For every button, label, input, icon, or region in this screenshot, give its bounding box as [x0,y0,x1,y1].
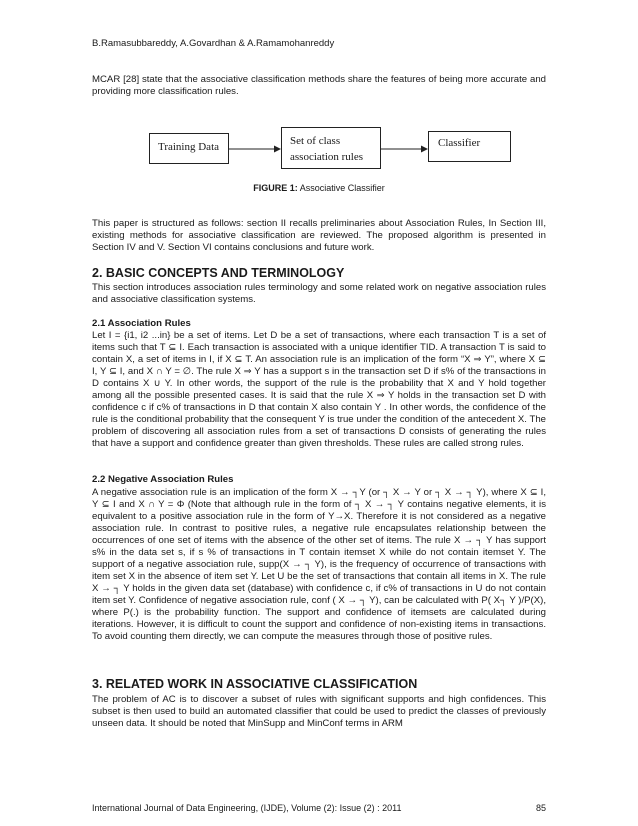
subsection-2-2-body: A negative association rule is an implication of the form X → ┐Y (or ┐ X → Y or ┐ X → ┐ Y), where X ⊆ I, Y ⊆ I and X ∩ Y = Φ (Note that although rule in the form of ┐ X → ┐ Y contains negative elements, it is equivalent to a positive association rule in the form of Y→X. Therefore it is not considered as a negative association rule. In contrast to positive rules, a negative rule encapsulates relationship between the occurrences of one set of items with the absence of the other set of items. The rule X → ┐ Y has support s% in the data set s, if s % of transactions in T contain itemset X while do not contain itemset Y. The support of a negative association rule, supp(X → ┐ Y), is the frequency of occurrence of transactions with item set X in the absence of item set Y. Let U be the set of transactions that contain all items in X. The rule X → ┐ Y holds in the given data set (database) with confidence c, if c% of transactions in U do not contain item set Y. Confidence of negative association rule, conf ( X → ┐ Y), can be calculated with P( X┐ Y )/P(X), where P(.) is the probability function. The support and confidence of itemsets are calculated during iterations. However, it is difficult to count the support and confidence of non-existing items in transactions. To avoid counting them directly, we can compute the measures through those of positive rules. [92,487,546,642]
rules-label-line1: Set of class [290,135,341,147]
page-footer [92,803,546,813]
training-data-box [149,133,229,164]
classifier-label: Classifier [438,137,481,149]
figure-caption [0,183,638,193]
structure-paragraph: This paper is structured as follows: section II recalls preliminaries about Association Rules, In Section III, existing methods for associative classification are reviewed. The proposed algorithm is presented in Section IV and V. Section VI contains conclusions and future work. [92,218,546,253]
intro-paragraph: MCAR [28] state that the associative classification methods share the features of being more accurate and providing more classification rules. [92,74,546,97]
arrowhead-2 [421,146,428,153]
footer-journal: International Journal of Data Engineering, (IJDE), Volume (2): Issue (2) : 2011 [92,803,402,813]
section-2-heading: 2. BASIC CONCEPTS AND TERMINOLOGY [92,266,345,280]
subsection-2-1-heading: 2.1 Association Rules [92,318,191,329]
caption-text: Associative Classifier [299,183,385,193]
rules-label-line2: association rules [290,151,364,163]
classifier-box [428,131,511,162]
caption-label: FIGURE 1: [253,183,298,193]
section-3-heading: 3. RELATED WORK IN ASSOCIATIVE CLASSIFICATION [92,677,418,691]
section-3-body: The problem of AC is to discover a subset of rules with significant supports and high confidences. This subset is then used to build an automated classifier that could be used to predict the classes of previously unseen data. It should be noted that MinSupp and MinConf terms in ARM [92,694,546,729]
rules-box [281,127,381,169]
subsection-2-2-heading: 2.2 Negative Association Rules [92,474,234,485]
arrowhead-1 [274,146,281,153]
running-header: B.Ramasubbareddy, A.Govardhan & A.Ramamohanreddy [92,38,335,49]
page-number: 85 [535,803,546,813]
training-data-label: Training Data [158,141,220,153]
section-2-intro: This section introduces association rules terminology and some related work on negative association rules and associative classification systems. [92,282,546,305]
subsection-2-1-body: Let I = {i1, i2 ...in} be a set of items. Let D be a set of transactions, where each transaction T is a set of items such that T ⊆ I. Each transaction is associated with a unique identifier TID. A transaction T is said to contain X, a set of items in I, if X ⊆ T. An association rule is an implication of the form “X ⇒ Y”, where X ⊆ I, Y ⊆ I, and X ∩ Y = ∅. The rule X ⇒ Y has a support s in the transaction set D if s% of the transactions in D contains X ∪ Y. In other words, the support of the rule is the probability that X and Y hold together among all the possible presented cases. It is said that the rule X ⇒ Y holds in the transaction set D with confidence c if c% of transactions in D that contain X also contain Y . In other words, the confidence of the rule is the conditional probability that the consequent Y is true under the condition of the antecedent X. The problem of discovering all association rules from a set of transactions D consists of generating the rules that have a support and confidence greater than given thresholds. These rules are called strong rules. [92,330,546,449]
